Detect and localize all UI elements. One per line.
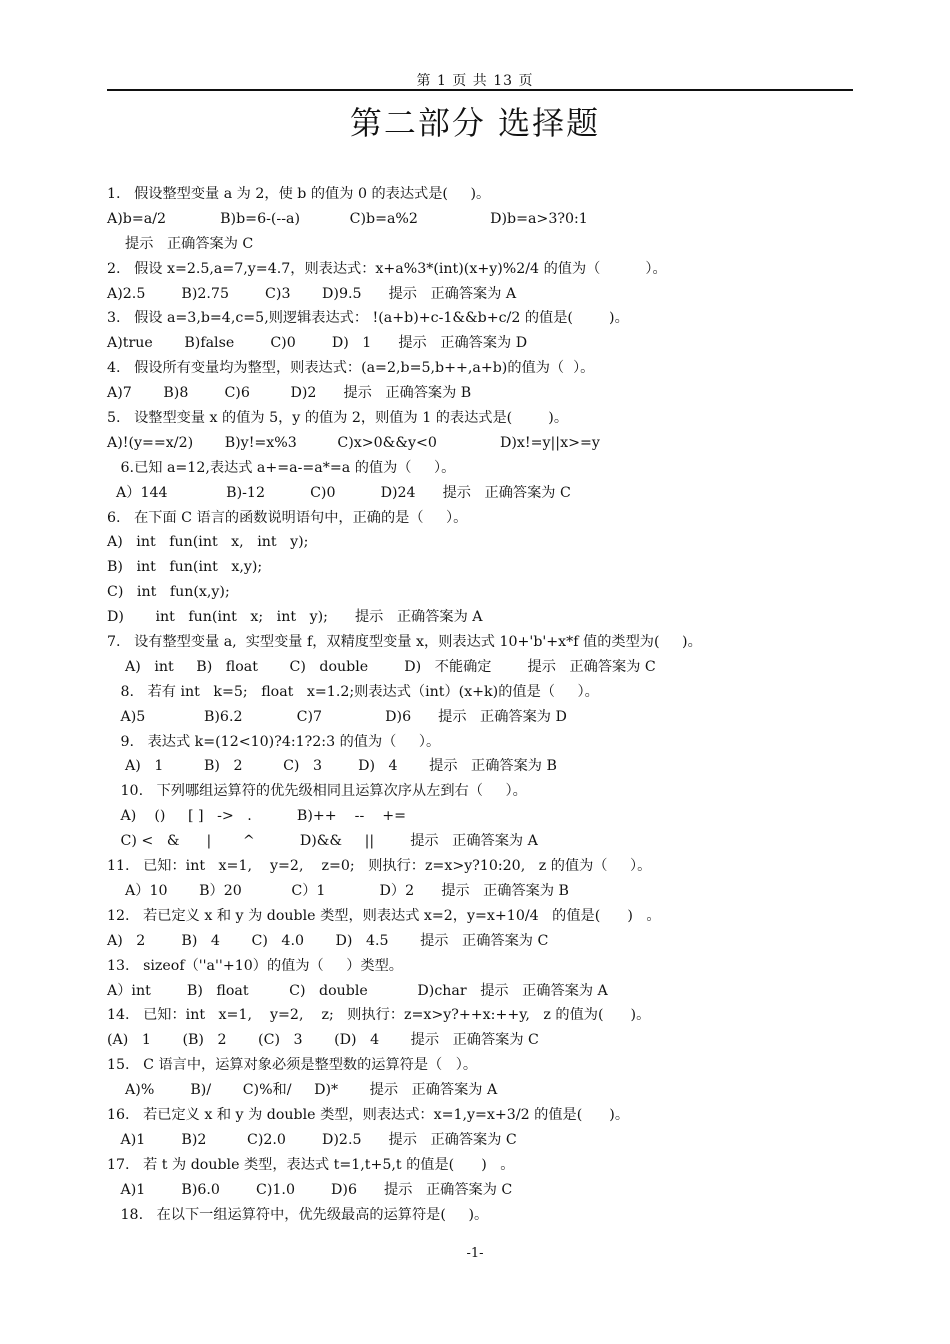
text-line: A) 2 B) 4 C) 4.0 D) 4.5 提示 正确答案为 C (107, 932, 549, 949)
text-line: A)!(y==x/2) B)y!=x%3 C)x>0&&y<0 D)x!=y||x>=y (107, 434, 600, 451)
text-line: B) int fun(int x,y); (107, 559, 263, 576)
text-line: 13. sizeof（''a''+10）的值为（ ）类型。 (107, 957, 403, 974)
text-line: (A) 1 (B) 2 (C) 3 (D) 4 提示 正确答案为 C (107, 1032, 539, 1049)
question-list (107, 182, 867, 1227)
text-line: 6.已知 a=12,表达式 a+=a-=a*=a 的值为（ ）。 (107, 459, 456, 476)
text-line: 18. 在以下一组运算符中，优先级最高的运算符是( )。 (107, 1206, 489, 1223)
text-line: A)7 B)8 C)6 D)2 提示 正确答案为 B (107, 385, 472, 402)
text-line: A) () [ ] -> . B)++ -- += (107, 808, 407, 825)
text-line: A）10 B）20 C）1 D）2 提示 正确答案为 B (107, 882, 569, 899)
document-title: 第二部分 选择题 (349, 104, 601, 142)
text-line: A) int B) float C) double D) 不能确定 提示 正确答案为 C (107, 658, 656, 675)
text-line: A）int B) float C) double D)char 提示 正确答案为 A (107, 982, 608, 999)
text-line: A)1 B)2 C)2.0 D)2.5 提示 正确答案为 C (107, 1131, 517, 1148)
text-line: 3. 假设 a=3,b=4,c=5,则逻辑表达式： !(a+b)+c-1&&b+c/2 的值是( )。 (107, 310, 629, 327)
text-line: 10. 下列哪组运算符的优先级相同且运算次序从左到右（ ）。 (107, 783, 527, 800)
page-number: -1- (466, 1246, 484, 1261)
text-line: 9. 表达式 k=(12<10)?4:1?2:3 的值为（ ）。 (107, 733, 441, 750)
text-line: 11. 已知：int x=1, y=2, z=0; 则执行：z=x>y?10:20, z 的值为（ ）。 (107, 858, 652, 875)
text-line: A）144 B)-12 C)0 D)24 提示 正确答案为 C (107, 484, 571, 501)
header-divider (107, 89, 853, 91)
text-line: 2. 假设 x=2.5,a=7,y=4.7，则表达式：x+a%3*(int)(x+y)%2/4 的值为（ ）。 (107, 260, 667, 277)
text-line: A) int fun(int x, int y); (107, 534, 309, 551)
page-header: 第 1 页 共 13 页 (416, 73, 534, 89)
text-line: 1. 假设整型变量 a 为 2，使 b 的值为 0 的表达式是( )。 (107, 186, 491, 202)
text-line: A)% B)/ C)%和/ D)* 提示 正确答案为 A (107, 1082, 498, 1099)
text-line: C) < & | ^ D)&& || 提示 正确答案为 A (107, 833, 538, 850)
text-line: 14. 已知：int x=1, y=2, z; 则执行：z=x>y?++x:++y, z 的值为( )。 (107, 1007, 651, 1024)
text-line: A)5 B)6.2 C)7 D)6 提示 正确答案为 D (107, 708, 567, 725)
text-line: 17. 若 t 为 double 类型，表达式 t=1,t+5,t 的值是( ) 。 (107, 1156, 515, 1173)
text-line: 提示 正确答案为 C (107, 235, 254, 252)
text-line: 8. 若有 int k=5; float x=1.2;则表达式（int）(x+k)的值是（ ）。 (107, 683, 599, 700)
text-line: A)2.5 B)2.75 C)3 D)9.5 提示 正确答案为 A (107, 285, 517, 302)
text-line: D) int fun(int x; int y); 提示 正确答案为 A (107, 609, 483, 626)
text-line: 7. 设有整型变量 a, 实型变量 f，双精度型变量 x，则表达式 10+'b'+x*f 值的类型为( )。 (107, 634, 702, 651)
text-line: 4. 假设所有变量均为整型，则表达式：(a=2,b=5,b++,a+b)的值为（ ）。 (107, 360, 595, 377)
text-line: 12. 若已定义 x 和 y 为 double 类型，则表达式 x=2，y=x+10/4 的值是( ) 。 (107, 907, 661, 924)
text-line: 6. 在下面 C 语言的函数说明语句中，正确的是（ ）。 (107, 509, 468, 526)
text-line: 15. C 语言中，运算对象必须是整型数的运算符是（ ）。 (107, 1057, 478, 1074)
text-line: 5. 设整型变量 x 的值为 5，y 的值为 2，则值为 1 的表达式是( )。 (107, 410, 569, 427)
text-line: C) int fun(x,y); (107, 584, 230, 601)
text-line: A)1 B)6.0 C)1.0 D)6 提示 正确答案为 C (107, 1181, 513, 1198)
text-line: A)b=a/2 B)b=6-(--a) C)b=a%2 D)b=a>3?0:1 (107, 210, 588, 227)
text-line: A) 1 B) 2 C) 3 D) 4 提示 正确答案为 B (107, 758, 557, 775)
text-line: A)true B)false C)0 D) 1 提示 正确答案为 D (107, 335, 528, 352)
text-line: 16. 若已定义 x 和 y 为 double 类型，则表达式：x=1,y=x+3/2 的值是( )。 (107, 1106, 630, 1123)
